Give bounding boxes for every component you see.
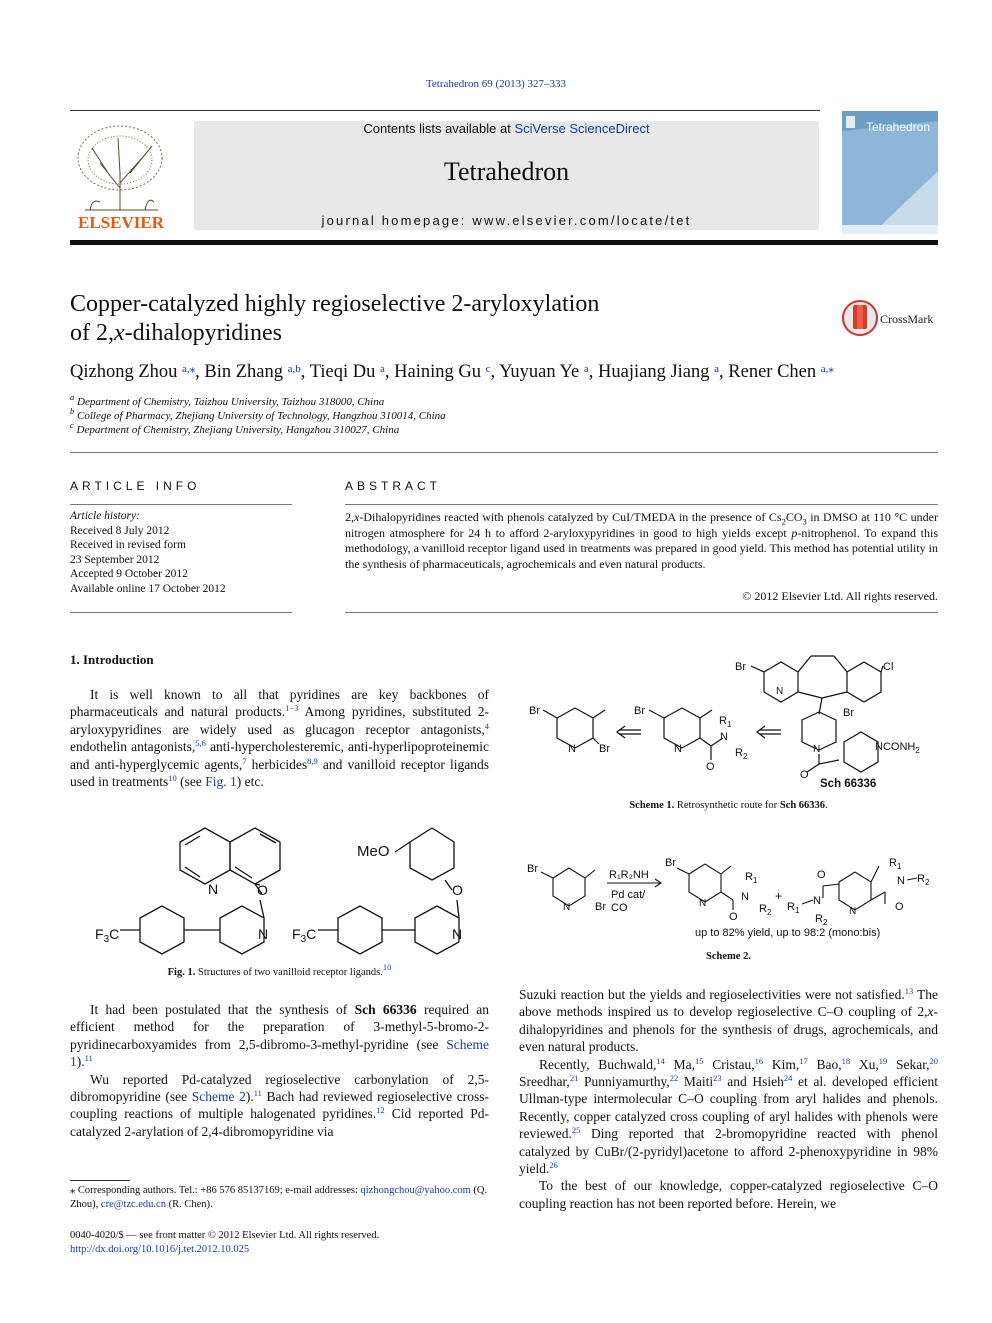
author-name: Haining Gu (394, 362, 481, 382)
svg-text:O: O (729, 911, 738, 923)
sch66336-label: Sch 66336 (820, 778, 877, 790)
svg-text:N: N (776, 686, 784, 697)
journal-homepage[interactable]: journal homepage: www.elsevier.com/locate/tet (321, 213, 692, 228)
history-online: Available online 17 October 2012 (70, 582, 226, 595)
abstract-bottom-rule (345, 612, 938, 613)
svg-text:N: N (813, 744, 821, 755)
abstract-text: 2,x-Dihalopyridines reacted with phenols catalyzed by CuI/TMEDA in the presence of $Cs_2CO_3$ in DMSO at 110 °C under nitrogen atmosphere for 24 h to afford 2-aryloxypyridines in good to high yields except p-nitrophenol. To expand this methodology, a vanilloid receptor ligand used in treatments was prepared in good yield. This method has potential utility in the synthesis of pharmaceuticals, agrochemicals and even natural products. (345, 510, 938, 571)
abstract-heading: ABSTRACT (345, 479, 442, 493)
paper-title (70, 290, 770, 348)
affiliation-b: $^b$ College of Pharmacy, Zhejiang University of Technology, Hangzhou 310014, China (70, 406, 446, 422)
author-name: Huajiang Jiang (598, 362, 710, 382)
affiliation-c: $^c$ Department of Chemistry, Zhejiang University, Hangzhou 310027, China (70, 420, 400, 436)
svg-text:N: N (897, 875, 905, 887)
scheme-1-caption: Scheme 1. Retrosynthetic route for Sch 66336. (629, 800, 828, 811)
svg-text:N: N (674, 743, 682, 755)
scheme-1 (519, 650, 938, 800)
svg-text:O: O (817, 869, 826, 881)
reagent-catalyst: Pd cat/ (611, 889, 646, 901)
article-info-rule (70, 504, 292, 505)
article-info-heading: ARTICLE INFO (70, 479, 201, 493)
svg-text:N: N (563, 902, 571, 913)
author-affiliation-marker[interactable]: a (583, 363, 589, 375)
reagent-amine: R₁R₂NH (609, 869, 649, 881)
intro-paragraph-3: Suzuki reaction but the yields and regioselectivities were not satisfied.$^{13}$ The above methods inspired us to develop regioselective C–O coupling of 2,x-dihalopyridines and phenols for the synthesis of drugs, agrochemicals, and even natural products. Recently, Buchwald,$^{14}$ Ma,$^{15}$ Cristau,$^{16}$ Kim,$^{17}$ Bao,$^{18}$ Xu,$^{19}$ Sekar,$^{20}$ Sreedhar,$^{21}$ Punniyamurthy,$^{22}$ Maiti$^{23}$ and Hsieh$^{24}$ et al. developed efficient Ullman-type intermolecular C–O coupling from aryl halides and phenols. Recently, copper catalyzed cross coupling of aryl halides with phenols were reviewed.$^{25}$ Ding reported that 2-bromopyridine reacted with phenol catalyzed by CuBr/(2-pyridyl)acetone to afford 2-phenoxypyridine in 98% yield.$^{26}$ To the best of our knowledge, copper-catalyzed regioselective C–O coupling reaction has not been reported before. Herein, we (519, 986, 939, 1211)
intro-heading: 1. Introduction (70, 652, 154, 667)
history-label: Article history: (70, 510, 140, 522)
svg-text:O: O (257, 882, 268, 898)
affiliation-a: $^a$ Department of Chemistry, Taizhou University, Taizhou 318000, China (70, 392, 385, 408)
svg-text:R2: $R_2$ (735, 747, 748, 761)
intro-paragraph-1: It is well known to all that pyridines are key backbones of pharmaceuticals and natural products.$^{1-3}$ Among pyridines, substituted 2-aryloxypyridines are widely used as glucagon receptor antagonists,$^4$ endothelin antagonists,$^{5,6}$ anti-hypercholesteremic, anti-hyperlipoproteinemic and anti-hyperglycemic agents,$^7$ herbicides$^{8,9}$ and vanilloid receptor ligands used in treatments$^{10}$ (see Fig. 1) etc. (70, 687, 490, 790)
reagent-co: CO (611, 902, 628, 914)
svg-text:Br: Br (843, 707, 854, 719)
author-name: Rener Chen (728, 362, 817, 382)
svg-text:N: N (813, 895, 821, 907)
crossmark-badge[interactable] (840, 299, 940, 337)
scheme-2-yield: up to 82% yield, up to 98:2 (mono:bis) (695, 927, 881, 939)
svg-text:Br: Br (634, 705, 645, 717)
svg-text:O: O (452, 882, 463, 898)
svg-text:N: N (699, 898, 707, 909)
svg-text:R1: $R_1$ (787, 901, 800, 915)
author-list: Qizhong Zhou $^{a,⁎}$, Bin Zhang $^{a,b}$, Tieqi Du $^a$, Haining Gu $^c$, Yuyuan Ye $^a$, Huajiang Jiang $^a$, Rener Chen $^{a,⁎}$ (70, 362, 834, 382)
svg-text:Br: Br (665, 857, 676, 869)
svg-text:R1: $R_1$ (719, 715, 732, 729)
svg-text:F3C: $F_3C$ (292, 926, 317, 945)
footnote-rule (70, 1180, 130, 1181)
history-received: Received 8 July 2012 (70, 524, 170, 537)
svg-text:Br: Br (529, 705, 540, 717)
meo-label: MeO (357, 843, 390, 860)
svg-text:R2: $R_2$ (815, 913, 828, 927)
affiliation-rule (70, 452, 938, 453)
svg-text:Br: Br (599, 743, 610, 755)
sciencedirect-link[interactable]: SciVerse ScienceDirect (514, 121, 650, 136)
article-history (70, 509, 290, 596)
elsevier-wordmark: ELSEVIER (78, 213, 164, 232)
elsevier-logo (70, 118, 172, 232)
svg-text:+: + (775, 889, 783, 903)
contents-line (194, 121, 819, 136)
author-affiliation-marker[interactable]: c (485, 363, 491, 375)
svg-text:N: N (741, 891, 749, 903)
header-rule (70, 110, 820, 111)
figure-1-caption: Fig. 1. Structures of two vanilloid receptor ligands.$^{10}$ (167, 962, 392, 978)
svg-text:Cl: Cl (883, 661, 894, 673)
journal-cover (842, 111, 938, 234)
svg-text:N: N (568, 743, 576, 755)
svg-text:N: N (258, 926, 269, 942)
svg-text:F3C: $F_3C$ (95, 926, 120, 945)
author-name: Bin Zhang (204, 362, 284, 382)
svg-text:O: O (800, 769, 809, 781)
author-affiliation-marker[interactable]: a,⁎ (182, 363, 196, 375)
svg-text:NCONH2: $NCONH_2$ (875, 741, 920, 755)
author-affiliation-marker[interactable]: a,b (287, 363, 301, 375)
svg-text:N: N (452, 926, 463, 942)
email-chen[interactable]: cre@tzc.edu.cn (100, 1199, 166, 1210)
author-name: Yuyuan Ye (499, 362, 580, 382)
svg-text:R2: $R_2$ (917, 873, 930, 887)
author-name: Qizhong Zhou (70, 362, 178, 382)
email-zhou[interactable]: qizhongchou@yahoo.com (360, 1185, 471, 1196)
svg-text:N: N (720, 731, 728, 743)
history-accepted: Accepted 9 October 2012 (70, 568, 188, 580)
history-revised-date: 23 September 2012 (70, 553, 160, 566)
abstract-rule (345, 504, 938, 505)
svg-text:O: O (895, 901, 904, 913)
svg-text:Br: Br (735, 661, 746, 673)
svg-text:N: N (208, 881, 219, 897)
author-name: Tieqi Du (309, 362, 376, 382)
history-revised-label: Received in revised form (70, 539, 186, 551)
title-line-2: of 2,x-dihalopyridines (70, 320, 282, 346)
contents-prefix: Contents lists available at (363, 121, 515, 136)
svg-text:R2: $R_2$ (759, 903, 772, 917)
cover-title: Tetrahedron (865, 120, 931, 134)
corresponding-footnote: ⁎ Corresponding authors. Tel.: +86 576 85137169; e-mail addresses: qizhongchou@yahoo.com (Q. Zhou), cre@tzc.edu.cn (R. Chen). (70, 1185, 488, 1210)
journal-citation[interactable]: Tetrahedron 69 (2013) 327–333 (425, 78, 567, 90)
svg-text:R1: $R_1$ (745, 871, 758, 885)
svg-text:R1: $R_1$ (889, 857, 902, 871)
article-info-bottom-rule (70, 612, 292, 613)
header-thick-rule (70, 240, 938, 245)
author-affiliation-marker[interactable]: a (379, 363, 385, 375)
svg-text:N: N (849, 906, 857, 917)
title-line-1: Copper-catalyzed highly regioselective 2-aryloxylation (70, 291, 600, 317)
issn-line: 0040-4020/$ — see front matter © 2012 Elsevier Ltd. All rights reserved. (70, 1230, 380, 1241)
scheme-2 (519, 848, 938, 943)
intro-paragraph-2: It had been postulated that the synthesis of Sch 66336 required an efficient method for the preparation of 3-methyl-5-bromo-2-pyridinecarboxyamides from 2,5-dibromo-3-methyl-pyridine (see Scheme 1).$^{11}$ Wu reported Pd-catalyzed regioselective carbonylation of 2,5-dibromopyridine (see Scheme 2).$^{11}$ Bach had reviewed regioselective cross-coupling reactions of multiple halogenated pyridines.$^{12}$ Cid reported Pd-catalyzed 2-arylation of 2,4-dibromopyridine via (70, 1002, 489, 1139)
abstract-copyright: © 2012 Elsevier Ltd. All rights reserved. (742, 589, 938, 603)
svg-text:Br: Br (595, 901, 606, 913)
author-affiliation-marker[interactable]: a (714, 363, 720, 375)
doi-link[interactable]: http://dx.doi.org/10.1016/j.tet.2012.10.025 (70, 1244, 250, 1255)
figure-1 (70, 822, 489, 972)
crossmark-label: CrossMark (880, 312, 934, 326)
journal-title: Tetrahedron (443, 157, 570, 186)
svg-text:O: O (706, 761, 715, 773)
svg-text:Br: Br (527, 863, 538, 875)
author-affiliation-marker[interactable]: a,⁎ (820, 363, 834, 375)
scheme-2-caption: Scheme 2. (706, 951, 751, 962)
